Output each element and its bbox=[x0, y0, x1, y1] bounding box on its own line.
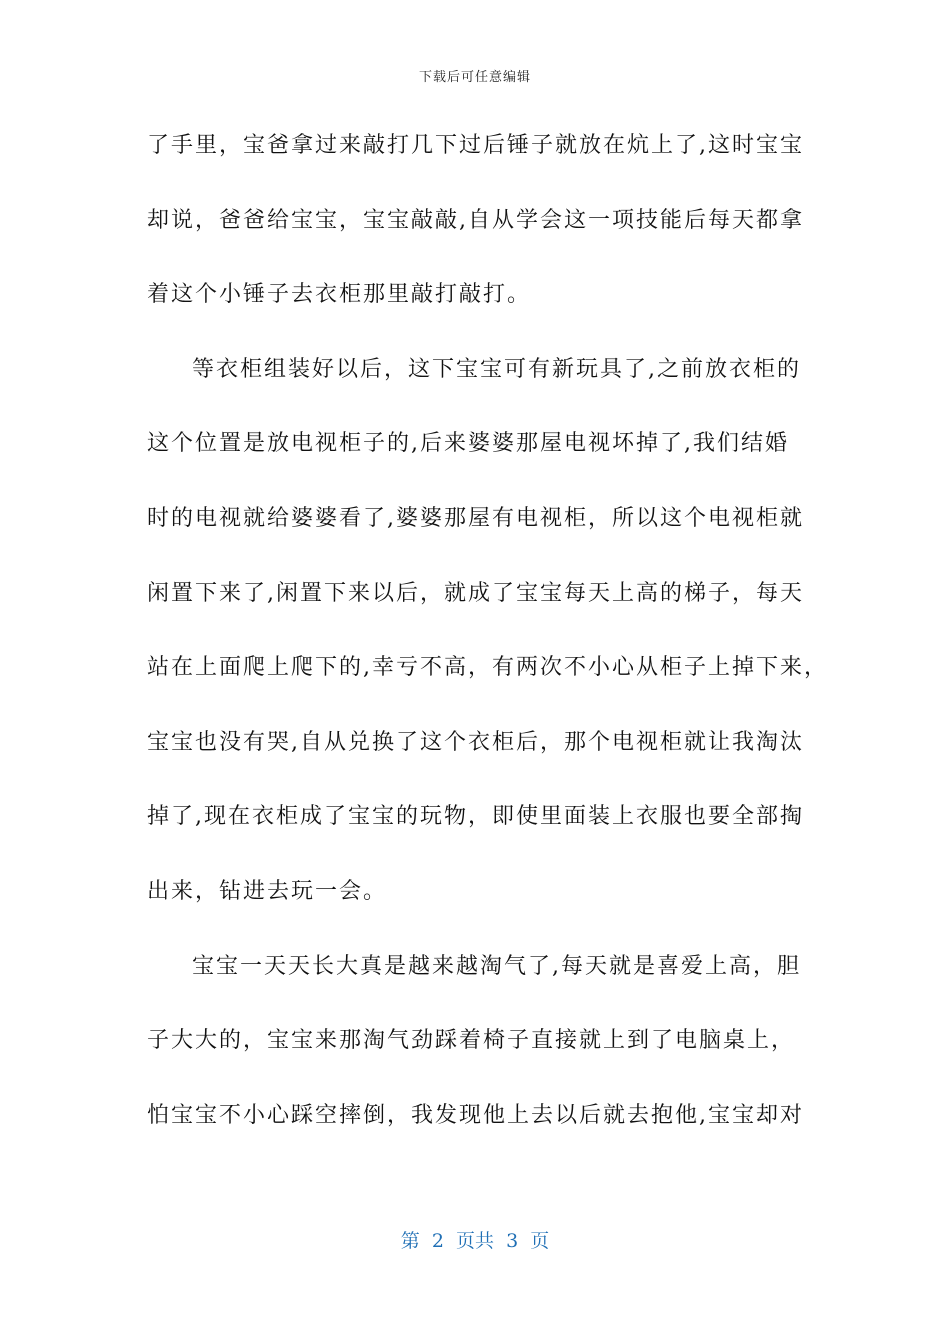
page-number-footer: 第 2 页共 3 页 bbox=[400, 1230, 550, 1252]
body-line: 怕宝宝不小心踩空摔倒，我发现他上去以后就去抱他,宝宝却对 bbox=[147, 1102, 804, 1128]
body-line: 却说，爸爸给宝宝，宝宝敲敲,自从学会这一项技能后每天都拿 bbox=[147, 207, 804, 233]
body-line: 宝宝也没有哭,自从兑换了这个衣柜后，那个电视柜就让我淘汰 bbox=[147, 729, 804, 755]
body-line: 时的电视就给婆婆看了,婆婆那屋有电视柜，所以这个电视柜就 bbox=[147, 505, 804, 531]
body-line: 掉了,现在衣柜成了宝宝的玩物，即使里面装上衣服也要全部掏 bbox=[147, 804, 804, 830]
page-header-note: 下载后可任意编辑 bbox=[418, 70, 531, 85]
body-line: 站在上面爬上爬下的,幸亏不高，有两次不小心从柜子上掉下来， bbox=[147, 655, 828, 681]
body-line: 宝宝一天天长大真是越来越淘气了,每天就是喜爱上高，胆 bbox=[192, 953, 801, 979]
body-line: 出来，钻进去玩一会。 bbox=[147, 878, 388, 904]
body-line: 了手里，宝爸拿过来敲打几下过后锤子就放在炕上了,这时宝宝 bbox=[147, 133, 804, 158]
document-body bbox=[147, 120, 828, 1164]
body-line: 等衣柜组装好以后，这下宝宝可有新玩具了,之前放衣柜的 bbox=[192, 356, 801, 382]
body-line: 子大大的，宝宝来那淘气劲踩着椅子直接就上到了电脑桌上， bbox=[147, 1028, 796, 1054]
body-line: 闲置下来了,闲置下来以后，就成了宝宝每天上高的梯子，每天 bbox=[147, 580, 804, 606]
body-line: 这个位置是放电视柜子的,后来婆婆那屋电视坏掉了,我们结婚 bbox=[147, 431, 789, 457]
body-line: 着这个小锤子去衣柜那里敲打敲打。 bbox=[147, 282, 532, 308]
